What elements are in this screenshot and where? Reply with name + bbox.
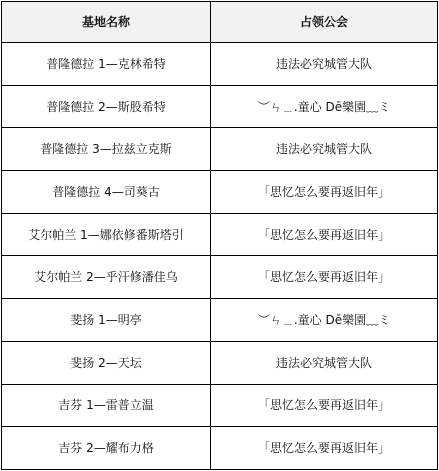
table-row <box>2 171 438 214</box>
base-occupation-table <box>1 1 438 470</box>
guild-cell: 「思忆怎么要再返旧年」 <box>211 256 438 299</box>
base-name-cell: 吉芬 2—耀布力格 <box>2 427 211 470</box>
base-name-cell: 吉芬 1—雷普立温 <box>2 384 211 427</box>
table-row <box>2 85 438 128</box>
table-row <box>2 341 438 384</box>
table-row <box>2 299 438 342</box>
guild-cell: ︶ㄣ﹍.童心 Dē樂園﹏ミ <box>211 299 438 342</box>
base-name-cell: 普隆德拉 1—克林希特 <box>2 43 211 86</box>
guild-cell: 违法必究城管大队 <box>211 128 438 171</box>
guild-cell: 「思忆怎么要再返旧年」 <box>211 384 438 427</box>
guild-cell: ︶ㄣ﹍.童心 Dē樂園﹏ミ <box>211 85 438 128</box>
base-name-header: 基地名称 <box>2 2 211 43</box>
base-name-cell: 斐扬 2—天坛 <box>2 341 211 384</box>
table-row <box>2 427 438 470</box>
table-header-row <box>2 2 438 43</box>
base-name-cell: 普隆德拉 2—斯股希特 <box>2 85 211 128</box>
guild-cell: 「思忆怎么要再返旧年」 <box>211 427 438 470</box>
base-name-cell: 艾尔帕兰 1—娜依修番斯塔引 <box>2 213 211 256</box>
guild-header: 占领公会 <box>211 2 438 43</box>
guild-cell: 违法必究城管大队 <box>211 43 438 86</box>
table-row <box>2 256 438 299</box>
table-row <box>2 43 438 86</box>
base-name-cell: 斐扬 1—明亭 <box>2 299 211 342</box>
guild-cell: 「思忆怎么要再返旧年」 <box>211 171 438 214</box>
base-name-cell: 普隆德拉 4—司葵古 <box>2 171 211 214</box>
table-row <box>2 384 438 427</box>
guild-cell: 「思忆怎么要再返旧年」 <box>211 213 438 256</box>
table-row <box>2 128 438 171</box>
base-name-cell: 艾尔帕兰 2—乎汗修潘佳乌 <box>2 256 211 299</box>
base-occupation-sheet <box>1 1 437 470</box>
base-name-cell: 普隆德拉 3—拉兹立克斯 <box>2 128 211 171</box>
guild-cell: 违法必究城管大队 <box>211 341 438 384</box>
table-row <box>2 213 438 256</box>
